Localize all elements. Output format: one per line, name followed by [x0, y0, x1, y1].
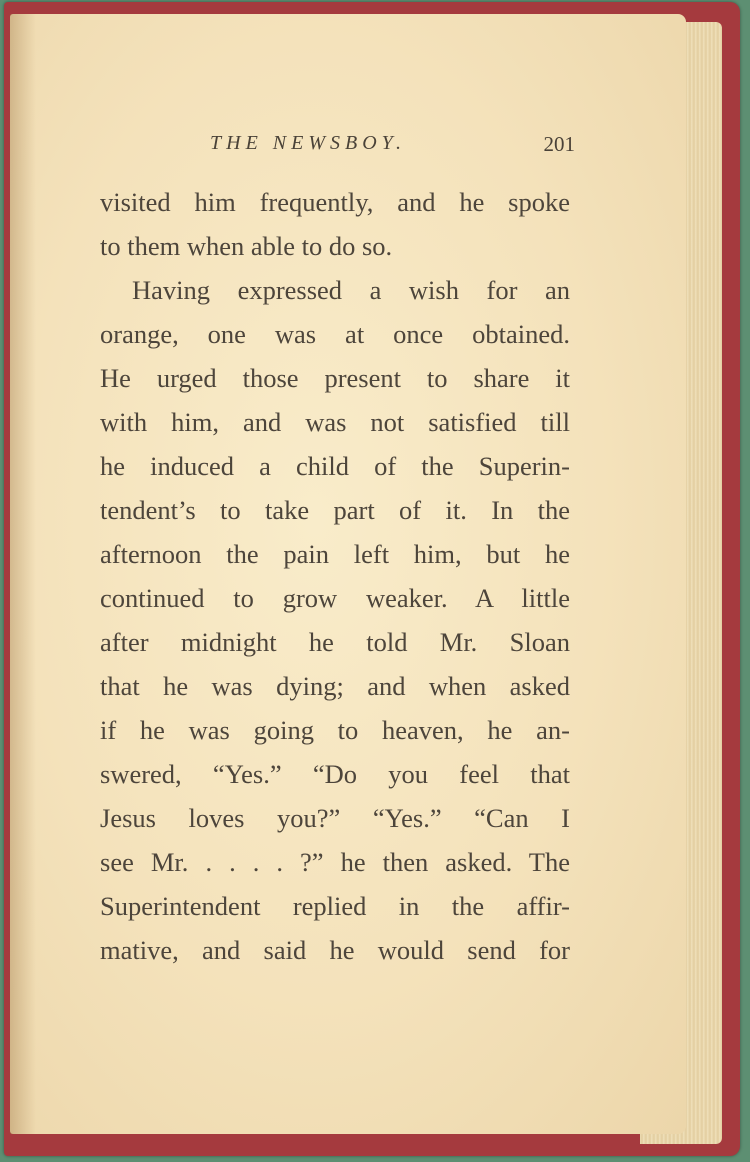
text-line: continued to grow weaker. A little: [100, 583, 570, 613]
text-line: afternoon the pain left him, but he: [100, 539, 570, 569]
text-line: that he was dying; and when asked: [100, 671, 570, 701]
text-line: orange, one was at once obtained.: [100, 319, 570, 349]
text-line: tendent’s to take part of it. In the: [100, 495, 570, 525]
text-line: he induced a child of the Superin-: [100, 451, 570, 481]
page-number: 201: [543, 132, 575, 156]
text-line: see Mr. . . . . ?” he then asked. The: [100, 847, 570, 877]
body-text: [100, 180, 570, 972]
page-header: [90, 118, 575, 158]
text-line: mative, and said he would send for: [100, 935, 570, 965]
text-line: swered, “Yes.” “Do you feel that: [100, 759, 570, 789]
text-line: after midnight he told Mr. Sloan: [100, 627, 570, 657]
page-gutter-shadow: [10, 14, 36, 1134]
text-line: with him, and was not satisfied till: [100, 407, 570, 437]
text-line: Superintendent replied in the affir-: [100, 891, 570, 921]
text-line: He urged those present to share it: [100, 363, 570, 393]
text-line: Having expressed a wish for an: [132, 275, 570, 305]
running-title: THE NEWSBOY.: [210, 132, 406, 154]
text-line: to them when able to do so.: [100, 231, 393, 261]
text-line: Jesus loves you?” “Yes.” “Can I: [100, 803, 570, 833]
text-line: if he was going to heaven, he an-: [100, 715, 570, 745]
text-line: visited him frequently, and he spoke: [100, 187, 570, 217]
